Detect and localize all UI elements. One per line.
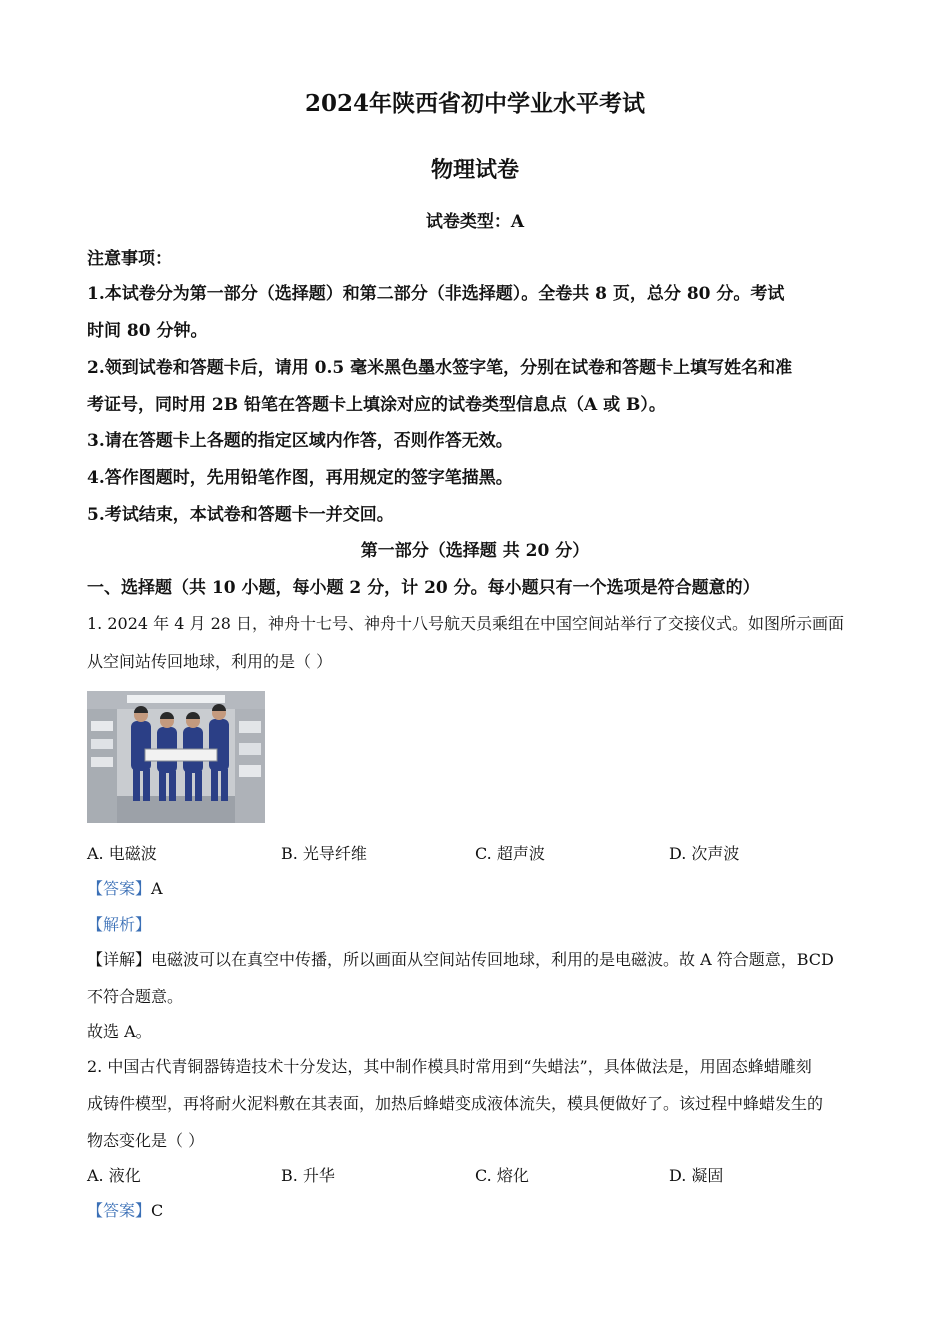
q1-option-a: A. 电磁波 bbox=[87, 844, 157, 863]
q1-stem: 1. 2024 年 4 月 28 日，神舟十七号、神舟十八号航天员乘组在中国空间站举行了交接仪式。如图所示画面 bbox=[87, 614, 845, 633]
note-line: 1.本试卷分为第一部分（选择题）和第二部分（非选择题）。全卷共 8 页，总分 80 分。考试 bbox=[87, 284, 785, 304]
astronauts-image bbox=[87, 691, 265, 823]
analysis-label: 【解析】 bbox=[87, 915, 152, 934]
part1-heading: 第一部分（选择题 共 20 分） bbox=[360, 541, 590, 561]
q1-detail bbox=[87, 949, 863, 971]
space-station-photo bbox=[87, 691, 265, 823]
note-line: 3.请在答题卡上各题的指定区域内作答，否则作答无效。 bbox=[87, 431, 513, 451]
q1-option-b: B. 光导纤维 bbox=[281, 844, 367, 863]
answer-label: 【答案】 bbox=[87, 1201, 152, 1220]
note-line: 考证号，同时用 2B 铅笔在答题卡上填涂对应的试卷类型信息点（A 或 B）。 bbox=[87, 395, 666, 415]
q2-stem: 2. 中国古代青铜器铸造技术十分发达，其中制作模具时常用到“失蜡法”，具体做法是，用固态蜂蜡雕刻 bbox=[87, 1057, 812, 1076]
answer-value: C bbox=[151, 1201, 164, 1220]
q1-detail-cont: 不符合题意。 bbox=[87, 987, 184, 1006]
section-heading: 一、选择题（共 10 小题，每小题 2 分，计 20 分。每小题只有一个选项是符合题意的） bbox=[87, 578, 760, 598]
detail-label: 【详解】 bbox=[87, 950, 152, 969]
q2-answer bbox=[87, 1200, 863, 1222]
note-line: 5.考试结束，本试卷和答题卡一并交回。 bbox=[87, 505, 394, 525]
answer-label: 【答案】 bbox=[87, 879, 152, 898]
paper-type: 试卷类型：A bbox=[425, 212, 525, 232]
q2-option-d: D. 凝固 bbox=[669, 1166, 724, 1185]
q1-answer bbox=[87, 878, 863, 900]
q1-option-d: D. 次声波 bbox=[669, 844, 740, 863]
q2-stem: 成铸件模型，再将耐火泥料敷在其表面，加热后蜂蜡变成液体流失，模具便做好了。该过程中蜂蜡发生的 bbox=[87, 1094, 824, 1113]
q2-stem: 物态变化是（ ） bbox=[87, 1131, 205, 1150]
answer-value: A bbox=[151, 879, 163, 898]
q2-option-a: A. 液化 bbox=[87, 1166, 141, 1185]
note-line: 2.领到试卷和答题卡后，请用 0.5 毫米黑色墨水签字笔，分别在试卷和答题卡上填写姓名和准 bbox=[87, 358, 793, 378]
notes-heading: 注意事项： bbox=[87, 249, 172, 269]
exam-title: 2024年陕西省初中学业水平考试 bbox=[304, 90, 645, 117]
q1-conclusion: 故选 A。 bbox=[87, 1022, 152, 1041]
note-line: 时间 80 分钟。 bbox=[87, 321, 208, 341]
q2-option-b: B. 升华 bbox=[281, 1166, 335, 1185]
note-line: 4.答作图题时，先用铅笔作图，再用规定的签字笔描黑。 bbox=[87, 468, 513, 488]
detail-text: 电磁波可以在真空中传播，所以画面从空间站传回地球，利用的是电磁波。故 A 符合题意，BCD bbox=[151, 950, 834, 969]
q2-option-c: C. 熔化 bbox=[475, 1166, 529, 1185]
q1-option-c: C. 超声波 bbox=[475, 844, 545, 863]
q1-stem: 从空间站传回地球，利用的是（ ） bbox=[87, 652, 333, 671]
exam-subtitle: 物理试卷 bbox=[430, 157, 519, 183]
